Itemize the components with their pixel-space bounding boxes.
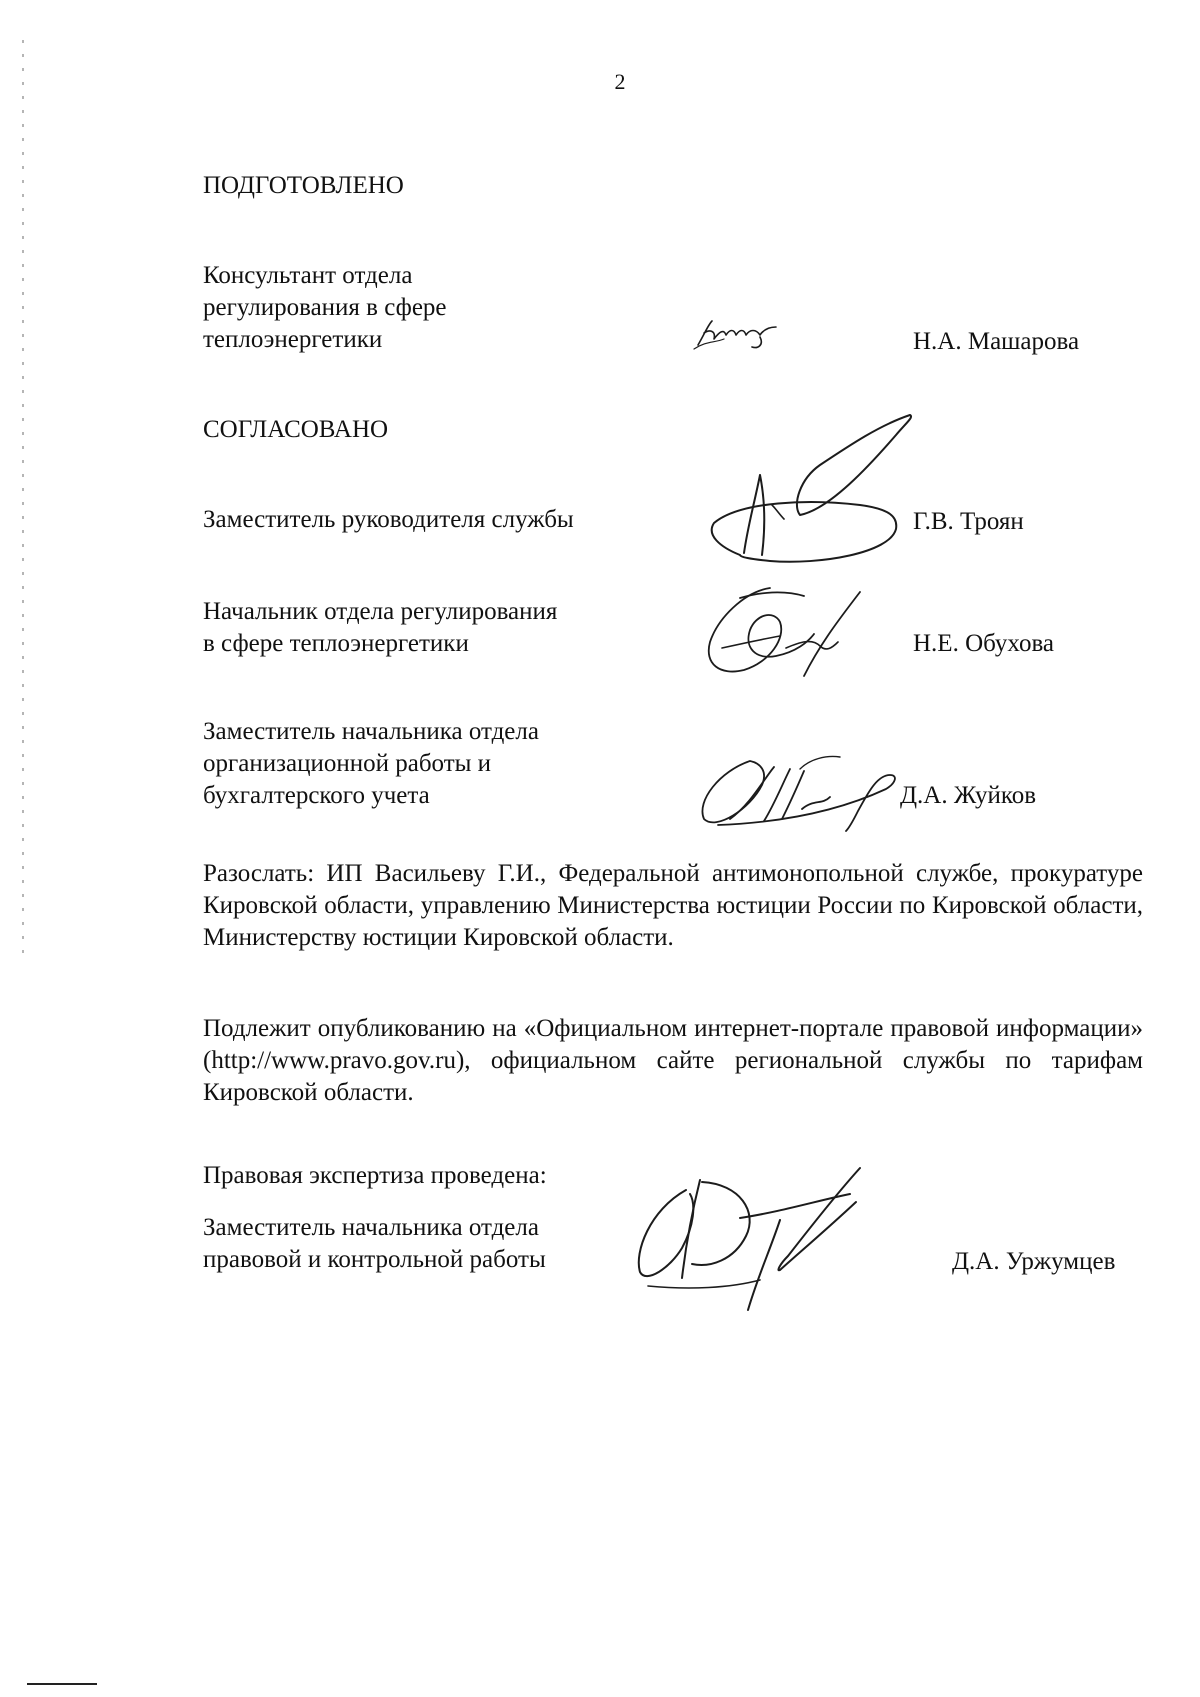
signature-troyan [700,405,930,575]
approved-heading: СОГЛАСОВАНО [203,416,389,443]
approver-1-name: Г.В. Троян [913,508,1024,535]
prepared-position-line: регулирования в сфере [203,294,447,321]
page-number: 2 [614,69,626,94]
legal-review-name: Д.А. Уржумцев [952,1248,1116,1275]
legal-review-heading: Правовая экспертиза проведена: [203,1162,547,1189]
approver-3-position-line: бухгалтерского учета [203,782,430,809]
approver-2-position-line: Начальник отдела регулирования [203,598,558,625]
prepared-heading: ПОДГОТОВЛЕНО [203,172,404,199]
approver-2-position-line: в сфере теплоэнергетики [203,630,469,657]
signature-urzhumtsev [630,1160,910,1315]
approver-3-position-line: организационной работы и [203,750,492,777]
legal-review-position-line: Заместитель начальника отдела [203,1214,539,1241]
prepared-position-line: Консультант отдела [203,262,413,289]
signature-zhuikov [690,745,910,835]
signature-obukhova [700,578,870,688]
legal-review-position-line: правовой и контрольной работы [203,1246,546,1273]
approver-1-position-line: Заместитель руководителя службы [203,506,574,533]
approver-3-position-line: Заместитель начальника отдела [203,718,539,745]
signature-masharova [690,315,790,355]
approver-3-name: Д.А. Жуйков [900,782,1037,809]
scan-margin-marks [22,40,24,960]
publication-paragraph: Подлежит опубликованию на «Официальном интернет-портале правовой информации» (http://www.pravo.gov.ru), официальном сайте региональной службы по тарифам Кировской области. [203,1015,1143,1106]
prepared-name: Н.А. Машарова [913,328,1080,355]
distribution-paragraph: Разослать: ИП Васильеву Г.И., Федеральной антимонопольной службе, прокуратуре Кировской области, управлению Министерства юстиции России по Кировской области, Министерству юстиции Кировской области. [203,860,1143,951]
approver-2-name: Н.Е. Обухова [913,630,1055,657]
footer-rule [27,1683,97,1685]
prepared-position-line: теплоэнергетики [203,326,383,353]
